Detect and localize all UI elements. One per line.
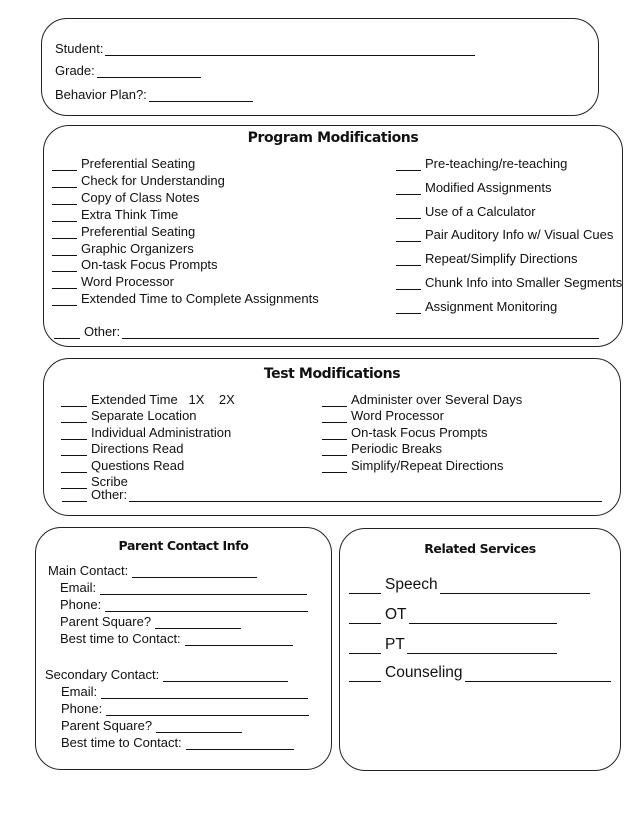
checkbox-blank[interactable] — [349, 579, 381, 594]
related-service-item[interactable] — [349, 662, 611, 682]
checklist-item[interactable] — [61, 391, 235, 407]
checklist-item-label: Pair Auditory Info w/ Visual Cues — [425, 227, 614, 243]
checkbox-blank[interactable] — [322, 395, 347, 407]
grade-label: Grade: — [55, 63, 95, 78]
checklist-item-label: Individual Administration — [91, 424, 232, 440]
checklist-item-label: Directions Read — [91, 441, 184, 457]
contact-field-blank[interactable] — [105, 600, 308, 612]
checkbox-blank[interactable] — [52, 260, 77, 272]
checkbox-blank[interactable] — [322, 444, 347, 456]
behavior-plan-blank[interactable] — [149, 90, 253, 102]
checkbox-blank[interactable] — [52, 227, 77, 239]
checkbox-blank[interactable] — [61, 461, 87, 473]
related-service-item[interactable] — [349, 604, 557, 624]
checkbox-blank[interactable] — [52, 159, 77, 171]
student-info-box — [41, 18, 599, 116]
checklist-item-label: Extended Time 1X 2X — [91, 392, 235, 407]
checkbox-blank[interactable] — [396, 254, 421, 266]
student-label: Student: — [55, 41, 104, 56]
related-service-blank[interactable] — [440, 579, 590, 594]
checklist-item[interactable] — [52, 273, 174, 289]
behavior-plan-label: Behavior Plan?: — [55, 87, 147, 102]
checklist-item-label: Copy of Class Notes — [81, 189, 200, 205]
checkbox-blank[interactable] — [396, 207, 421, 219]
checklist-item[interactable] — [322, 391, 522, 407]
checklist-item-label: Chunk Info into Smaller Segments — [425, 275, 623, 290]
student-field[interactable] — [55, 40, 475, 56]
contact-field-blank[interactable] — [185, 634, 293, 646]
checkbox-blank[interactable] — [52, 210, 77, 222]
checklist-item[interactable] — [322, 440, 442, 456]
related-service-label: Speech — [385, 576, 438, 593]
contact-field-blank[interactable] — [106, 704, 309, 716]
secondary-contact-field[interactable] — [45, 666, 288, 682]
contact-field-label: Phone: — [61, 701, 103, 716]
checklist-item-label: Preferential Seating — [81, 223, 196, 239]
checklist-item[interactable] — [61, 457, 184, 473]
checklist-item-label: Word Processor — [81, 274, 174, 290]
related-service-blank[interactable] — [407, 639, 557, 654]
contact-field-blank[interactable] — [155, 617, 241, 629]
related-service-item[interactable] — [349, 574, 590, 594]
contact-field-blank[interactable] — [101, 687, 308, 699]
test-other-label: Other: — [91, 487, 128, 502]
checklist-item-label: Assignment Monitoring — [425, 298, 558, 314]
contact-field-label: Parent Square? — [60, 614, 152, 629]
checkbox-blank[interactable] — [52, 244, 77, 256]
program-other-label: Other: — [84, 324, 121, 339]
main-contact-field[interactable] — [48, 562, 257, 578]
checklist-item[interactable] — [52, 290, 319, 306]
contact-field-label: Parent Square? — [61, 718, 153, 733]
secondary-contact-label: Secondary Contact: — [45, 667, 160, 682]
checklist-item[interactable] — [52, 240, 194, 256]
grade-blank[interactable] — [97, 66, 201, 78]
checklist-item-label: Pre-teaching/re-teaching — [425, 156, 568, 171]
checklist-item[interactable] — [396, 226, 613, 242]
checklist-item[interactable] — [396, 298, 557, 314]
contact-field[interactable] — [60, 630, 293, 646]
related-service-blank[interactable] — [409, 609, 557, 624]
program-modifications-title: Program Modifications — [247, 130, 419, 146]
checklist-item[interactable] — [52, 256, 218, 272]
program-modifications-box — [43, 125, 623, 347]
checklist-item[interactable] — [61, 473, 128, 489]
checklist-item-label: Preferential Seating — [81, 156, 196, 171]
contact-field-label: Phone: — [60, 597, 102, 612]
checkbox-blank[interactable] — [61, 444, 87, 456]
main-contact-blank[interactable] — [132, 566, 257, 578]
checkbox-blank[interactable] — [322, 411, 347, 423]
checkbox-blank[interactable] — [349, 639, 381, 654]
checkbox-blank[interactable] — [396, 230, 421, 242]
test-modifications-box — [43, 358, 621, 516]
checklist-item[interactable] — [322, 407, 444, 423]
checklist-item-label: On-task Focus Prompts — [81, 257, 218, 273]
checklist-item[interactable] — [396, 179, 551, 195]
checklist-item-label: Simplify/Repeat Directions — [351, 457, 504, 473]
related-service-label: PT — [385, 636, 405, 653]
contact-field-label: Email: — [60, 580, 97, 595]
secondary-contact-blank[interactable] — [163, 670, 288, 682]
checklist-item[interactable] — [322, 457, 503, 473]
checkbox-blank[interactable] — [396, 302, 421, 314]
program-other-field[interactable] — [54, 323, 599, 339]
parent-contact-box — [35, 527, 332, 770]
checklist-item[interactable] — [396, 274, 622, 290]
parent-contact-title: Parent Contact Info — [118, 538, 249, 553]
related-service-item[interactable] — [349, 634, 557, 654]
checklist-item-label: Use of a Calculator — [425, 203, 536, 219]
checklist-item[interactable] — [396, 203, 536, 219]
contact-field[interactable] — [60, 579, 307, 595]
checklist-item[interactable] — [396, 155, 567, 171]
main-contact-label: Main Contact: — [48, 563, 129, 578]
contact-field[interactable] — [60, 613, 241, 629]
checkbox-blank[interactable] — [396, 159, 421, 171]
checklist-item-label: On-task Focus Prompts — [351, 424, 488, 440]
related-service-label: OT — [385, 606, 407, 623]
checklist-item-label: Periodic Breaks — [351, 441, 443, 457]
checklist-item-label: Separate Location — [91, 408, 197, 424]
checkbox-blank[interactable] — [322, 428, 347, 440]
checkbox-blank[interactable] — [52, 193, 77, 205]
contact-field[interactable] — [61, 683, 308, 699]
behavior-plan-field[interactable] — [55, 86, 253, 102]
checkbox-blank[interactable] — [52, 277, 77, 289]
contact-field-label: Best time to Contact: — [61, 735, 182, 750]
checkbox-blank[interactable] — [62, 490, 87, 502]
checklist-item-label: Modified Assignments — [425, 179, 552, 195]
checklist-item[interactable] — [52, 206, 178, 222]
checklist-item-label: Questions Read — [91, 457, 185, 473]
checkbox-blank[interactable] — [396, 278, 421, 290]
checkbox-blank[interactable] — [349, 609, 381, 624]
checkbox-blank[interactable] — [54, 327, 80, 339]
checkbox-blank[interactable] — [52, 176, 77, 188]
checkbox-blank[interactable] — [322, 461, 347, 473]
checklist-item[interactable] — [52, 223, 195, 239]
related-service-label: Counseling — [385, 664, 463, 681]
student-blank[interactable] — [105, 44, 475, 56]
checklist-item[interactable] — [61, 424, 231, 440]
checklist-item[interactable] — [61, 440, 184, 456]
checkbox-blank[interactable] — [52, 294, 77, 306]
checklist-item-label: Extra Think Time — [81, 206, 179, 222]
test-other-blank[interactable] — [129, 490, 602, 502]
checklist-item[interactable] — [52, 172, 225, 188]
related-service-blank[interactable] — [465, 667, 611, 682]
program-other-blank[interactable] — [122, 327, 599, 339]
grade-field[interactable] — [55, 62, 201, 78]
contact-field-blank[interactable] — [100, 583, 307, 595]
checklist-item-label: Scribe — [91, 474, 128, 489]
related-services-box — [339, 528, 621, 771]
checklist-item[interactable] — [322, 424, 488, 440]
checklist-item-label: Administer over Several Days — [351, 392, 523, 407]
contact-field-label: Email: — [61, 684, 98, 699]
checkbox-blank[interactable] — [396, 183, 421, 195]
contact-field-blank[interactable] — [156, 721, 242, 733]
checklist-item-label: Graphic Organizers — [81, 240, 194, 256]
checkbox-blank[interactable] — [61, 395, 87, 407]
checkbox-blank[interactable] — [61, 428, 87, 440]
contact-field-blank[interactable] — [186, 738, 294, 750]
checklist-item-label: Check for Understanding — [81, 172, 225, 188]
checklist-item-label: Extended Time to Complete Assignments — [81, 291, 319, 307]
checklist-item[interactable] — [396, 250, 577, 266]
checklist-item[interactable] — [52, 155, 195, 171]
contact-field[interactable] — [60, 596, 308, 612]
contact-field[interactable] — [61, 700, 309, 716]
checklist-item-label: Word Processor — [351, 408, 444, 424]
test-modifications-title: Test Modifications — [263, 366, 401, 382]
checkbox-blank[interactable] — [61, 411, 87, 423]
checklist-item-label: Repeat/Simplify Directions — [425, 251, 578, 267]
contact-field-label: Best time to Contact: — [60, 631, 181, 646]
checkbox-blank[interactable] — [61, 477, 87, 489]
checklist-item[interactable] — [61, 407, 197, 423]
contact-field[interactable] — [61, 734, 294, 750]
related-services-title: Related Services — [424, 541, 536, 556]
contact-field[interactable] — [61, 717, 242, 733]
checklist-item[interactable] — [52, 189, 200, 205]
test-other-field[interactable] — [62, 486, 602, 502]
checkbox-blank[interactable] — [349, 667, 381, 682]
